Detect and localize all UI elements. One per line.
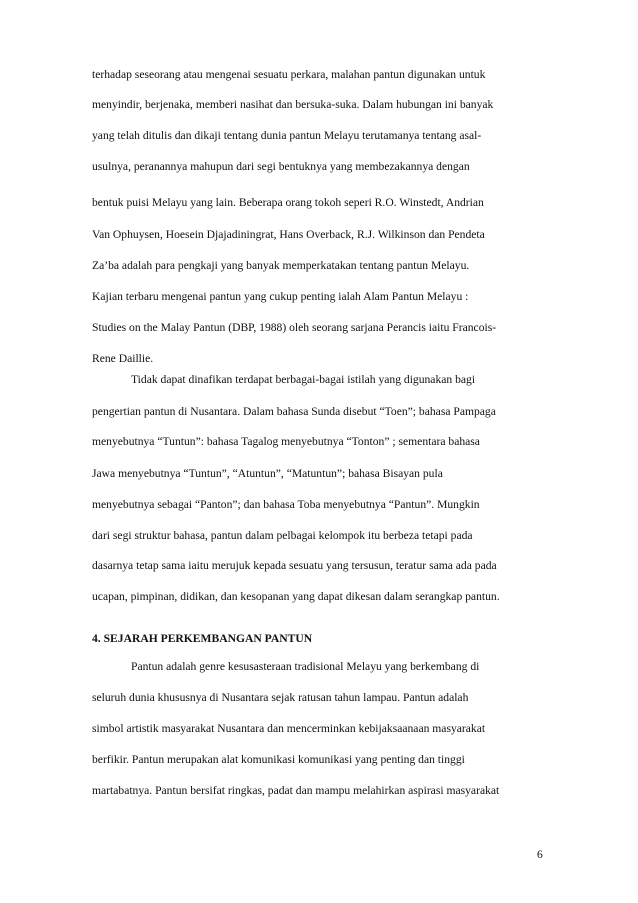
paragraph-line: menyindir, berjenaka, memberi nasihat dan bersuka-suka. Dalam hubungan ini banyak <box>92 98 494 111</box>
paragraph-line: berfikir. Pantun merupakan alat komunikasi komunikasi yang penting dan tinggi <box>92 753 465 766</box>
paragraph-line: bentuk puisi Melayu yang lain. Beberapa orang tokoh seperi R.O. Winstedt, Andrian <box>92 196 484 209</box>
section-heading: 4. SEJARAH PERKEMBANGAN PANTUN <box>92 632 313 645</box>
paragraph-line: dasarnya tetap sama iaitu merujuk kepada sesuatu yang tersusun, teratur sama ada pada <box>92 559 497 572</box>
paragraph-line: simbol artistik masyarakat Nusantara dan mencerminkan kebijaksaanaan masyarakat <box>92 722 486 735</box>
paragraph-line: Rene Daillie. <box>92 352 154 365</box>
paragraph-line: martabatnya. Pantun bersifat ringkas, padat dan mampu melahirkan aspirasi masyarakat <box>92 784 500 797</box>
paragraph-line: Za’ba adalah para pengkaji yang banyak memperkatakan tentang pantun Melayu. <box>92 259 470 272</box>
paragraph-line: ucapan, pimpinan, didikan, dan kesopanan yang dapat dikesan dalam serangkap pantun. <box>92 590 500 603</box>
paragraph-line: dari segi struktur bahasa, pantun dalam pelbagai kelompok itu berbeza tetapi pada <box>92 529 473 542</box>
paragraph-line: Van Ophuysen, Hoesein Djajadiningrat, Hans Overback, R.J. Wilkinson dan Pendeta <box>92 228 485 241</box>
paragraph-line: menyebutnya “Tuntun”: bahasa Tagalog menyebutnya “Tonton” ; sementara bahasa <box>92 435 480 448</box>
paragraph-line: menyebutnya sebagai “Panton”; dan bahasa Toba menyebutnya “Pantun”. Mungkin <box>92 498 480 511</box>
paragraph-line: Studies on the Malay Pantun (DBP, 1988) oleh seorang sarjana Perancis iaitu Francois- <box>92 321 497 334</box>
paragraph-line: Tidak dapat dinafikan terdapat berbagai-bagai istilah yang digunakan bagi <box>131 373 476 386</box>
page-number: 6 <box>537 848 543 861</box>
paragraph-line: Pantun adalah genre kesusasteraan tradisional Melayu yang berkembang di <box>131 660 480 673</box>
paragraph-line: seluruh dunia khususnya di Nusantara sejak ratusan tahun lampau. Pantun adalah <box>92 691 469 704</box>
paragraph-line: Kajian terbaru mengenai pantun yang cukup penting ialah Alam Pantun Melayu : <box>92 290 469 303</box>
paragraph-line: yang telah ditulis dan dikaji tentang dunia pantun Melayu terutamanya tentang asal- <box>92 129 482 142</box>
paragraph-line: terhadap seseorang atau mengenai sesuatu perkara, malahan pantun digunakan untuk <box>92 68 486 81</box>
paragraph-line: usulnya, peranannya mahupun dari segi bentuknya yang membezakannya dengan <box>92 160 470 173</box>
paragraph-line: Jawa menyebutnya “Tuntun”, “Atuntun”, “Matuntun”; bahasa Bisayan pula <box>92 467 443 480</box>
paragraph-line: pengertian pantun di Nusantara. Dalam bahasa Sunda disebut “Toen”; bahasa Pampaga <box>92 405 496 418</box>
